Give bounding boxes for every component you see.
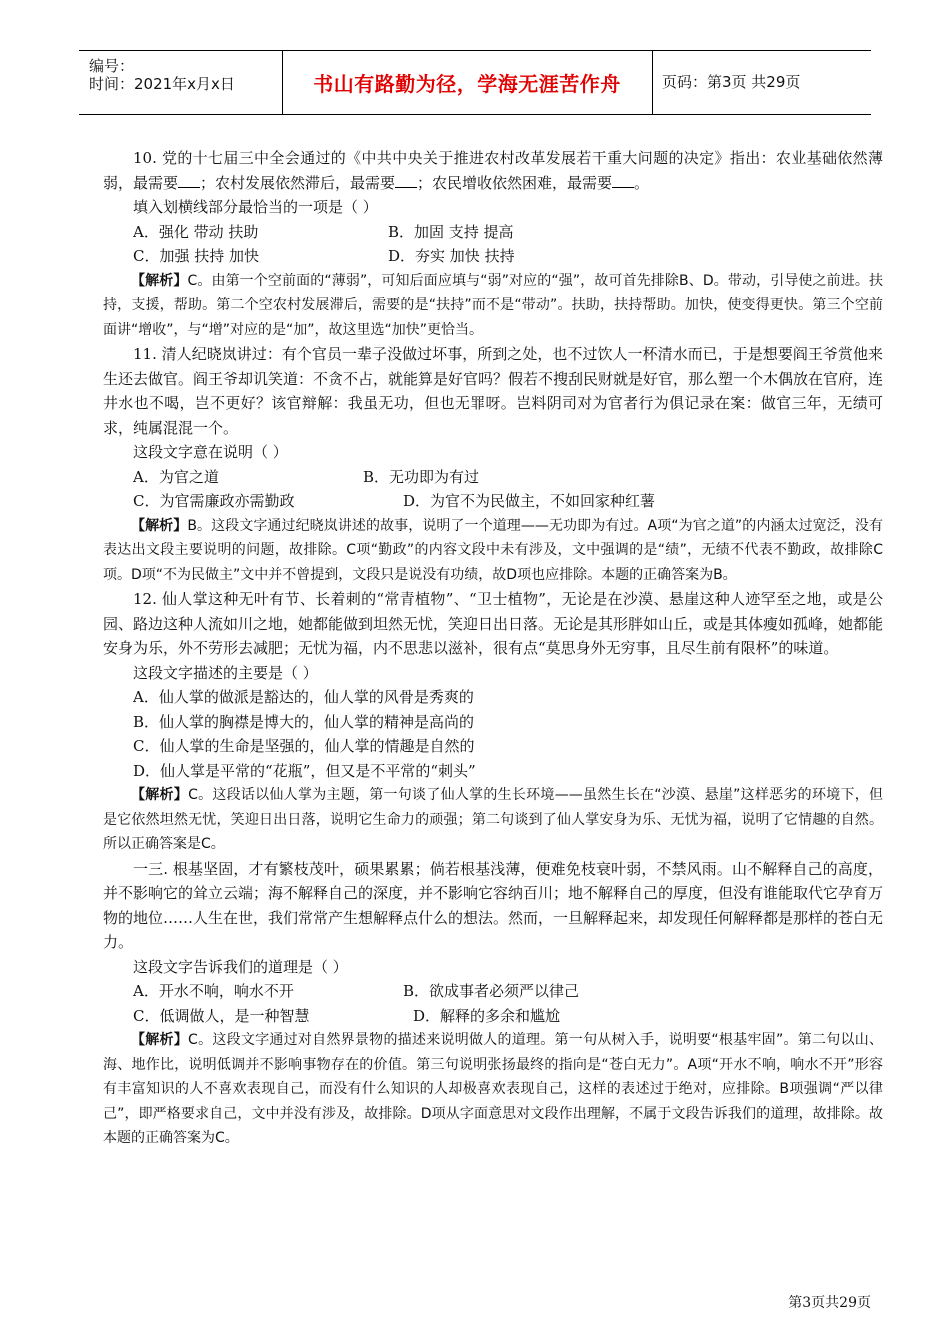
option-b: B．无功即为有过 [363,467,480,486]
option-a: A．开水不响，响水不开 [133,982,294,1000]
q12-question: 这段文字描述的主要是（ ） [133,663,318,682]
header-motto-cell [282,51,653,114]
q11-stem: 11. 清人纪晓岚讲过：有个官员一辈子没做过坏事，所到之处，也不过饮人一杯清水而已，于是想要阎王爷赏他来生还去做官。阎王爷却讥笑道：不贪不占，就能算是好官吗？假若不搜刮民财就是好官，那么塑一个木偶放在官府，连井水也不喝，岂不更好？该官辩解：我虽无功，但也无罪呀。岂料阴司对为官者行为俱记录在案：做官三年，无绩可求，纯属混混一个。 [103,345,884,437]
option-d: D．夯实 加快 扶持 [388,247,515,265]
option-b: B．加固 支持 提高 [388,222,514,241]
page-header [79,50,871,115]
option-d: D．仙人掌是平常的“花瓶”，但又是不平常的“刺头” [133,761,476,780]
option-c: C．仙人掌的生命是坚强的，仙人掌的情趣是自然的 [133,737,475,755]
option-d: D．解释的多余和尴尬 [413,1006,561,1025]
option-a: A．仙人掌的做派是豁达的，仙人掌的风骨是秀爽的 [133,688,474,706]
q12-analysis: 【解析】C。这段话以仙人掌为主题，第一句谈了仙人掌的生长环境——虽然生长在“沙漠、悬崖”这样恶劣的环境下，但是它依然坦然无忧，笑迎日出日落，说明它生命力的顽强；第二句谈到了仙人掌安身为乐、无忧为福，说明了它情趣的自然。所以正确答案是C。 [103,787,884,852]
blank [395,173,417,188]
q11-analysis: 【解析】B。这段文字通过纪晓岚讲述的故事，说明了一个道理——无功即为有过。A项“为官之道”的内涵太过宽泛，没有表达出文段主要说明的问题，故排除。C项“勤政”的内容文段中未有涉及，文中强调的是“绩”，无绩不代表不勤政，故排除C项。D项“不为民做主”文中并不曾提到，文段只是说没有功绩，故D项也应排除。本题的正确答案为B。 [103,517,883,583]
motto: 书山有路勤为径，学海无涯苦作舟 [313,72,621,96]
option-c: C．加强 扶持 加快 [133,247,260,265]
q11-options-row2 [103,489,883,514]
option-d: D．为官不为民做主，不如回家种红薯 [403,492,656,510]
header-page-cell [652,51,871,114]
blank [178,173,200,188]
q10-options-row1 [103,220,883,245]
page-label: 页码：第3页 共29页 [662,73,801,91]
number-label: 编号： [89,57,135,75]
option-c: C．为官需廉政亦需勤政 [133,492,295,510]
time-label: 时间：2021年x月x日 [89,75,235,93]
q13-options-row2 [103,1004,883,1029]
q13-options-row1 [103,979,883,1004]
option-a: A．为官之道 [133,467,219,486]
q10-stem: 10. 党的十七届三中全会通过的《中共中央关于推进农村改革发展若干重大问题的决定》指出：农业基础依然薄弱，最需要 ；农村发展依然滞后，最需要 ；农民增收依然困难，最需要 。 [103,149,883,192]
q13-analysis: 【解析】C。这段文字通过对自然界景物的描述来说明做人的道理。第一句从树入手，说明要“根基牢固”。第二句以山、海、地作比，说明低调并不影响事物存在的价值。第三句说明张扬最终的指向是“苍白无力”。A项“开水不响，响水不开”形容有丰富知识的人不喜欢表现自己，而没有什么知识的人却极喜欢表现自己，这样的表述过于绝对，应排除。B项强调“严以律己”，即严格要求自己，文中并没有涉及，故排除。D项从字面意思对文段作出理解，不属于文段告诉我们的道理，故排除。故本题的正确答案为C。 [103,1032,884,1146]
option-a: A．强化 带动 扶助 [133,222,259,241]
q10-options-row2 [103,244,883,269]
option-c: C．低调做人，是一种智慧 [133,1006,310,1025]
q13-stem: 一三. 根基坚固，才有繁枝茂叶，硕果累累；倘若根基浅薄，便难免枝衰叶弱，不禁风雨。山不解释自己的高度，并不影响它的耸立云端；海不解释自己的深度，并不影响它容纳百川；地不解释自己的厚度，但没有谁能取代它孕育万物的地位……人生在世，我们常常产生想解释点什么的想法。然而，一旦解释起来，却发现任何解释都是那样的苍白无力。 [103,859,884,951]
q13-question: 这段文字告诉我们的道理是（ ） [133,957,348,976]
document-body [103,146,883,1151]
q10-question: 填入划横线部分最恰当的一项是（ ） [133,198,378,216]
option-b: B．欲成事者必须严以律己 [403,982,580,1000]
q11-options-row1 [103,465,883,490]
page-footer: 第3页共29页 [788,1295,871,1311]
option-b: B．仙人掌的胸襟是博大的，仙人掌的精神是高尚的 [133,712,475,731]
q11-question: 这段文字意在说明（ ） [133,443,288,461]
blank [612,173,634,188]
q10-analysis: 【解析】C。由第一个空前面的“薄弱”，可知后面应填与“弱”对应的“强”，故可首先排除B、D。带动，引导使之前进。扶持，支援，帮助。第二个空农村发展滞后，需要的是“扶持”而不是“带动”。扶助，扶持帮助。加快，使变得更快。第三个空前面讲“增收”，与“增”对应的是“加”，故这里选“加快”更恰当。 [103,272,883,338]
q12-stem: 12. 仙人掌这种无叶有节、长着刺的“常青植物”、“卫士植物”，无论是在沙漠、悬崖这种人迹罕至之地，或是公园、路边这种人流如川之地，她都能做到坦然无忧，笑迎日出日落。无论是其形胖如山丘，或是其体瘦如孤峰，她都能安身为乐，外不劳形去减肥；无忧为福，内不思悲以滋补，很有点“莫思身外无穷事，且尽生前有限杯”的味道。 [103,590,884,657]
header-info-cell [79,51,283,114]
